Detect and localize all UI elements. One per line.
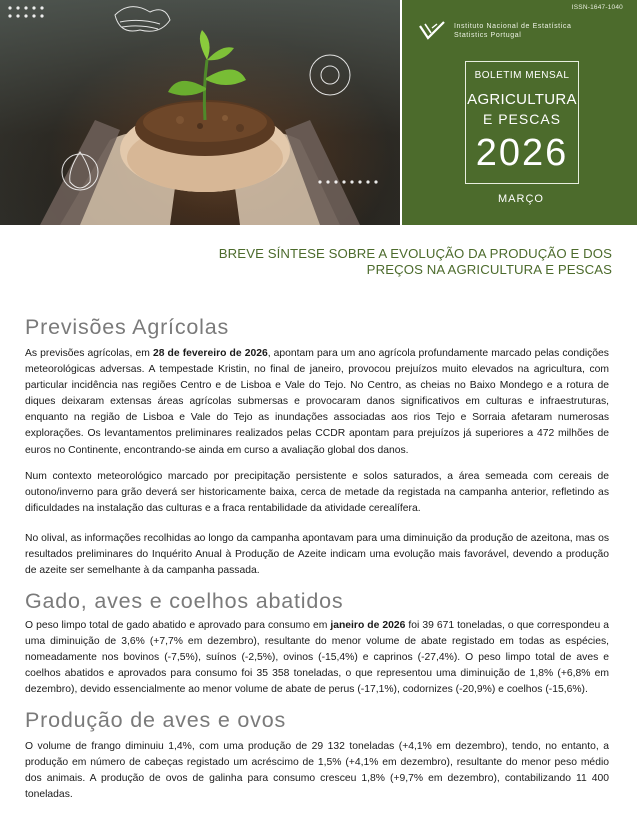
summary-subtitle bbox=[172, 246, 612, 278]
paragraph-previsoes-1: As previsões agrícolas, em 28 de fevereiro de 2026, apontam para um ano agrícola profundamente marcado pelas condições meteorológicas adversas. A tempestade Kristin, no final de janeiro, provocou prejuízos muito elevados na agricultura, com particular incidência nas regiões Centro e de Lisboa e Vale do Tejo. No Centro, as cheias no Baixo Mondego e a rotura de diques deixaram extensas áreas agrícolas submersas e provocaram danos significativos em culturas e infraestruturas, enquanto na região de Lisboa e Vale do Tejo as inundações associadas aos rios Tejo e Sorraia afetaram numerosas explorações. Os levantamentos preliminares realizados pelas CCDR apontam para prejuízos já superiores a 472 milhões de euros no Continente, encontrando-se ainda em curso a avaliação global dos danos. bbox=[25, 348, 609, 456]
title-panel bbox=[402, 0, 637, 225]
bulletin-title-box bbox=[465, 61, 579, 184]
bulletin-type: BOLETIM MENSAL bbox=[474, 70, 570, 81]
bulletin-month: MARÇO bbox=[498, 193, 544, 205]
heading-previsoes-agricolas: Previsões Agrícolas bbox=[25, 315, 230, 339]
bulletin-year: 2026 bbox=[475, 132, 569, 174]
paragraph-previsoes-2: Num contexto meteorológico marcado por precipitação persistente e solos saturados, a área semeada com cereais de outono/inverno para grão deverá ser historicamente baixa, cerca de metade da registada na campanha anterior, refletindo as dificuldades na instalação das culturas e a fraca rentabilidade da atividade cerealífera. bbox=[25, 471, 609, 515]
ine-logo-icon bbox=[418, 20, 448, 42]
hands-with-seedling-illustration bbox=[0, 0, 400, 225]
bulletin-topic-line1: AGRICULTURA bbox=[467, 91, 577, 108]
issn-number: ISSN-1647-1040 bbox=[571, 4, 623, 11]
bulletin-topic-line2: E PESCAS bbox=[482, 111, 562, 127]
paragraph-previsoes-3: No olival, as informações recolhidas ao longo da campanha apontavam para uma diminuição da produção de azeitona, mas os resultados preliminares do Inquérito Anual à Produção de Azeite indicam uma evolução mais favorável, devendo a produção de azeite ser semelhante à da campanha passada. bbox=[25, 533, 609, 577]
subtitle-line1: BREVE SÍNTESE SOBRE A EVOLUÇÃO DA PRODUÇÃO E DOS bbox=[218, 246, 612, 261]
institute-name-pt: Instituto Nacional de Estatística bbox=[454, 23, 572, 30]
heading-producao-aves-ovos: Produção de aves e ovos bbox=[25, 708, 287, 732]
paragraph-gado-1: O peso limpo total de gado abatido e aprovado para consumo em janeiro de 2026 foi 39 671 toneladas, o que correspondeu a uma diminuição de 3,6% (+7,7% em dezembro), resultante do menor volume de abate registado em todas as espécies, nomeadamente nos bovinos (-7,5%), suínos (-2,5%), ovinos (-15,4%) e caprinos (-27,4%). O peso limpo total de aves e coelhos abatidos e aprovados para consumo foi 35 358 toneladas, o que representou uma diminuição de 1,8% (+6,8% em dezembro), devido essencialmente ao menor volume de abate de perus (-17,1%), codornizes (-20,9%) e coelhos (-15,6%). bbox=[25, 620, 609, 696]
subtitle-line2: PREÇOS NA AGRICULTURA E PESCAS bbox=[366, 262, 612, 277]
cover-photo bbox=[0, 0, 400, 225]
institute-name bbox=[454, 22, 571, 40]
institute-name-en: Statistics Portugal bbox=[454, 32, 522, 39]
paragraph-aves-1: O volume de frango diminuiu 1,4%, com uma produção de 29 132 toneladas (+4,1% em dezembro), tendo, no entanto, a produção em número de cabeças registado um acréscimo de 1,5% (+4,1% em dezembro), resultante do menor peso médio dos animais. A produção de ovos de galinha para consumo cresceu 1,8% (+9,7% em dezembro), contabilizando 11 400 toneladas. bbox=[25, 741, 609, 801]
heading-gado-aves-coelhos: Gado, aves e coelhos abatidos bbox=[25, 589, 344, 613]
